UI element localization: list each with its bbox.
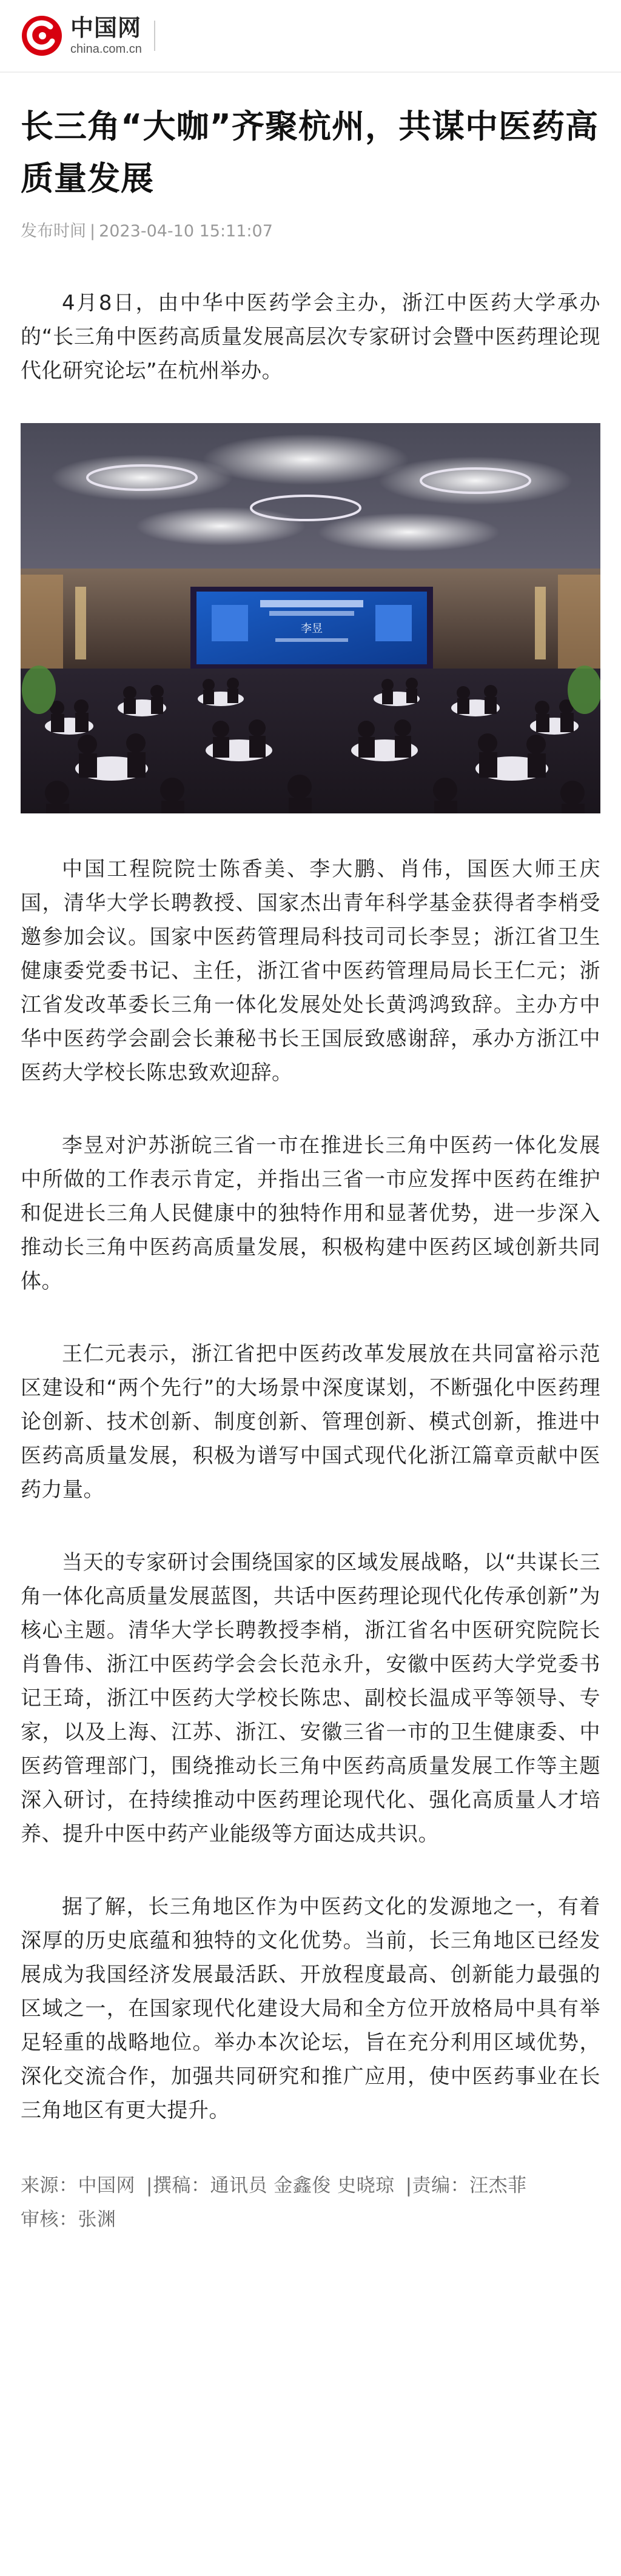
publish-time: 2023-04-10 15:11:07 — [99, 222, 273, 241]
logo-text — [70, 15, 142, 56]
article-paragraph: 据了解，长三角地区作为中医药文化的发源地之一，有着深厚的历史底蕴和独特的文化优势。当前，长三角地区已经发展成为我国经济发展最活跃、开放程度最高、创新能力最强的区域之一，在国家现代化建设大局和全方位开放格局中具有举足轻重的战略地位。举办本次论坛，旨在充分利用区域优势，深化交流合作，加强共同研究和推广应用，使中医药事业在长三角地区有更大提升。 — [21, 1895, 600, 2123]
conference-photo — [21, 423, 600, 813]
publish-separator: | — [90, 222, 96, 241]
article-title: 长三角“大咖”齐聚杭州，共谋中医药高质量发展 — [21, 107, 599, 198]
credit-writers: |撰稿：通讯员 金鑫俊 史晓琼 — [146, 2175, 395, 2197]
site-header — [0, 0, 621, 73]
logo-name: 中国网 — [70, 15, 142, 41]
article-paragraph: 李昱对沪苏浙皖三省一市在推进长三角中医药一体化发展中所做的工作表示肯定，并指出三省一市应发挥中医药在维护和促进长三角人民健康中的独特作用和显著优势，进一步深入推动长三角中医药高质量发展，积极构建中医药区域创新共同体。 — [21, 1133, 600, 1293]
article-paragraph: 当天的专家研讨会围绕国家的区域发展战略，以“共谋长三角一体化高质量发展蓝图，共话中医药理论现代化传承创新”为核心主题。清华大学长聘教授李梢，浙江省名中医研究院院长肖鲁伟、浙江中医药学会会长范永升，安徽中医药大学党委书记王琦，浙江中医药大学校长陈忠、副校长温成平等领导、专家，以及上海、江苏、浙江、安徽三省一市的卫生健康委、中医药管理部门，围绕推动长三角中医药高质量发展工作等主题深入研讨，在持续推动中医药理论现代化、强化高质量人才培养、提升中医中药产业能级等方面达成共识。 — [21, 1550, 600, 1846]
article-content — [0, 101, 621, 2237]
china-net-logo-icon — [21, 15, 63, 57]
site-logo[interactable] — [21, 15, 155, 57]
credit-source: 来源：中国网 — [21, 2175, 135, 2197]
article-paragraph: 4月8日，由中华中医药学会主办，浙江中医药大学承办的“长三角中医药高质量发展高层次专家研讨会暨中医药理论现代化研究论坛”在杭州举办。 — [21, 291, 600, 383]
publish-label: 发布时间 — [21, 222, 86, 241]
publish-meta — [21, 221, 600, 242]
article-paragraph: 王仁元表示，浙江省把中医药改革发展放在共同富裕示范区建设和“两个先行”的大场景中深度谋划，不断强化中医药理论创新、技术创新、制度创新、管理创新、模式创新，推进中医药高质量发展，积极为谱写中国式现代化浙江篇章贡献中医药力量。 — [21, 1342, 600, 1502]
article-paragraph: 中国工程院院士陈香美、李大鹏、肖伟，国医大师王庆国，清华大学长聘教授、国家杰出青年科学基金获得者李梢受邀参加会议。国家中医药管理局科技司司长李昱；浙江省卫生健康委党委书记、主任，浙江省中医药管理局局长王仁元；浙江省发改革委长三角一体化发展处处长黄鸿鸿致辞。主办方中华中医药学会副会长兼秘书长王国辰致感谢辞，承办方浙江中医药大学校长陈忠致欢迎辞。 — [21, 857, 600, 1085]
logo-divider — [154, 21, 155, 51]
credit-reviewer: 审核：张渊 — [21, 2209, 116, 2231]
credit-editor: |责编：汪杰菲 — [405, 2175, 527, 2197]
article-credits — [21, 2169, 600, 2237]
logo-domain: china.com.cn — [70, 42, 142, 56]
conference-photo-image — [21, 423, 600, 813]
screen-heading: 李昱 — [301, 622, 323, 635]
